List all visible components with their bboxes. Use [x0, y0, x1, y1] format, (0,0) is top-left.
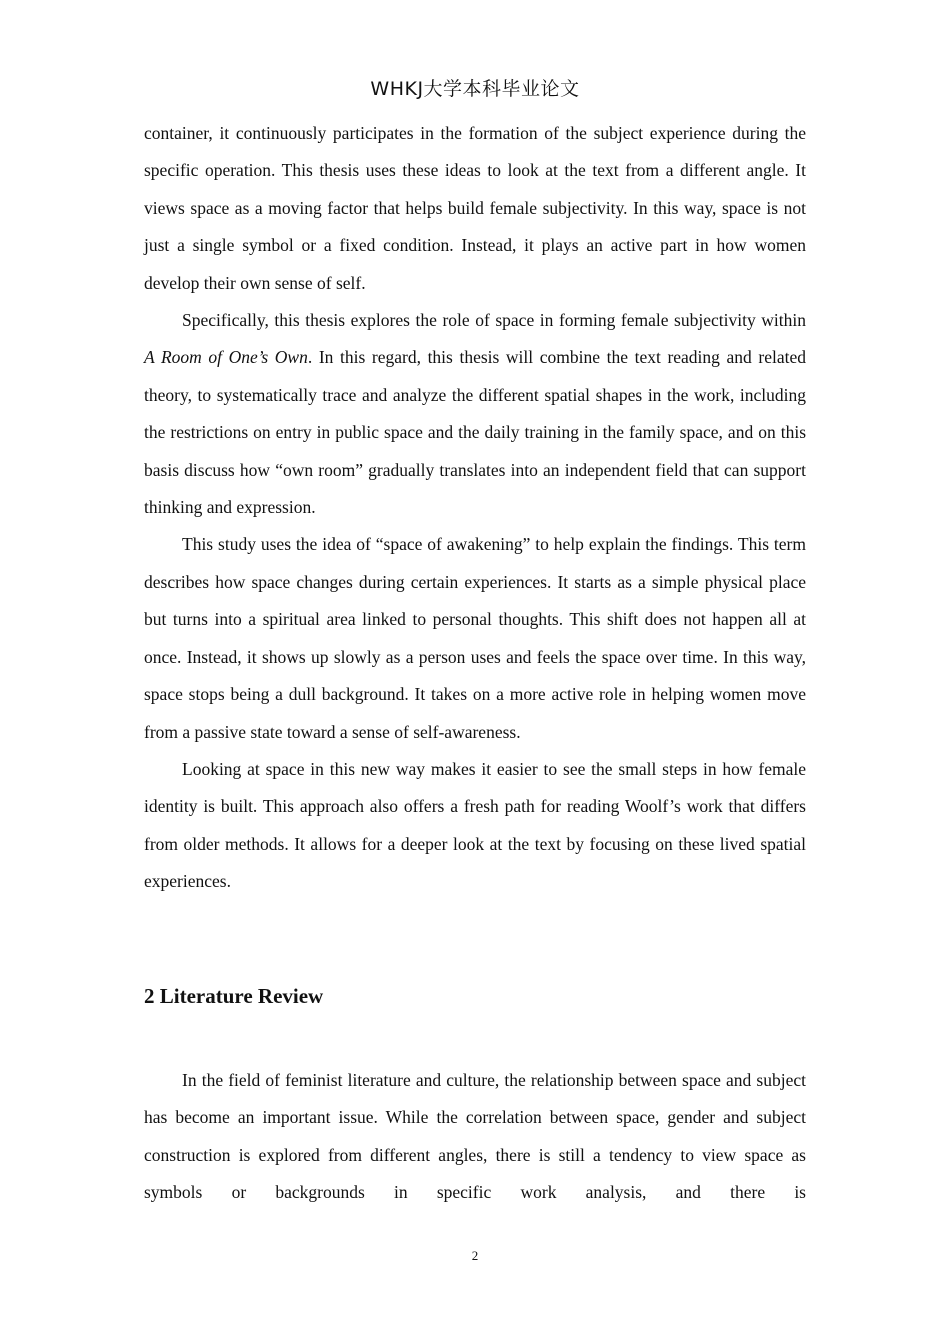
paragraph-continued: container, it continuously participates in the formation of the subject experience during the specific operation. This thesis uses these ideas to look at the text from a different angle. It views space as a moving factor that helps build female subjectivity. In this way, space is not just a single symbol or a fixed condition. Instead, it plays an active part in how women develop their own sense of self.	[144, 123, 806, 293]
paragraph-specifically	[144, 302, 806, 526]
section-heading: 2 Literature Review	[144, 984, 324, 1008]
page-number: 2	[471, 1248, 479, 1263]
paragraph-awakening: This study uses the idea of “space of awakening” to help explain the findings. This term describes how space changes during certain experiences. It starts as a simple physical place but turns into a spiritual area linked to personal thoughts. This shift does not happen all at once. Instead, it shows up slowly as a person uses and feels the space over time. In this way, space stops being a dull background. It takes on a more active role in helping women move from a passive state toward a sense of self-awareness.	[144, 534, 806, 742]
paragraph-text: . In this regard, this thesis will combine the text reading and related theory, to systematically trace and analyze the different spatial shapes in the work, including the restrictions on entry in public space and the daily training in the family space, and on this basis discuss how “own room” gradually translates into an independent field that can support thinking and expression.	[144, 347, 806, 518]
body-text	[144, 115, 806, 901]
paragraph-text: Specifically, this thesis explores the role of space in forming female subjectivity within	[182, 310, 806, 331]
section-body	[144, 1062, 806, 1212]
paragraph-new-way: Looking at space in this new way makes it easier to see the small steps in how female identity is built. This approach also offers a fresh path for reading Woolf’s work that differs from older methods. It allows for a deeper look at the text by focusing on these lived spatial experiences.	[144, 758, 806, 892]
paragraph-literature: In the field of feminist literature and culture, the relationship between space and subject has become an important issue. While the correlation between space, gender and subject construction is explored from different angles, there is still a tendency to view space as symbols or backgrounds in specific work analysis, and there is	[144, 1070, 806, 1203]
book-title: A Room of One’s Own	[144, 347, 308, 368]
running-header: WHKJ大学本科毕业论文	[370, 78, 580, 100]
